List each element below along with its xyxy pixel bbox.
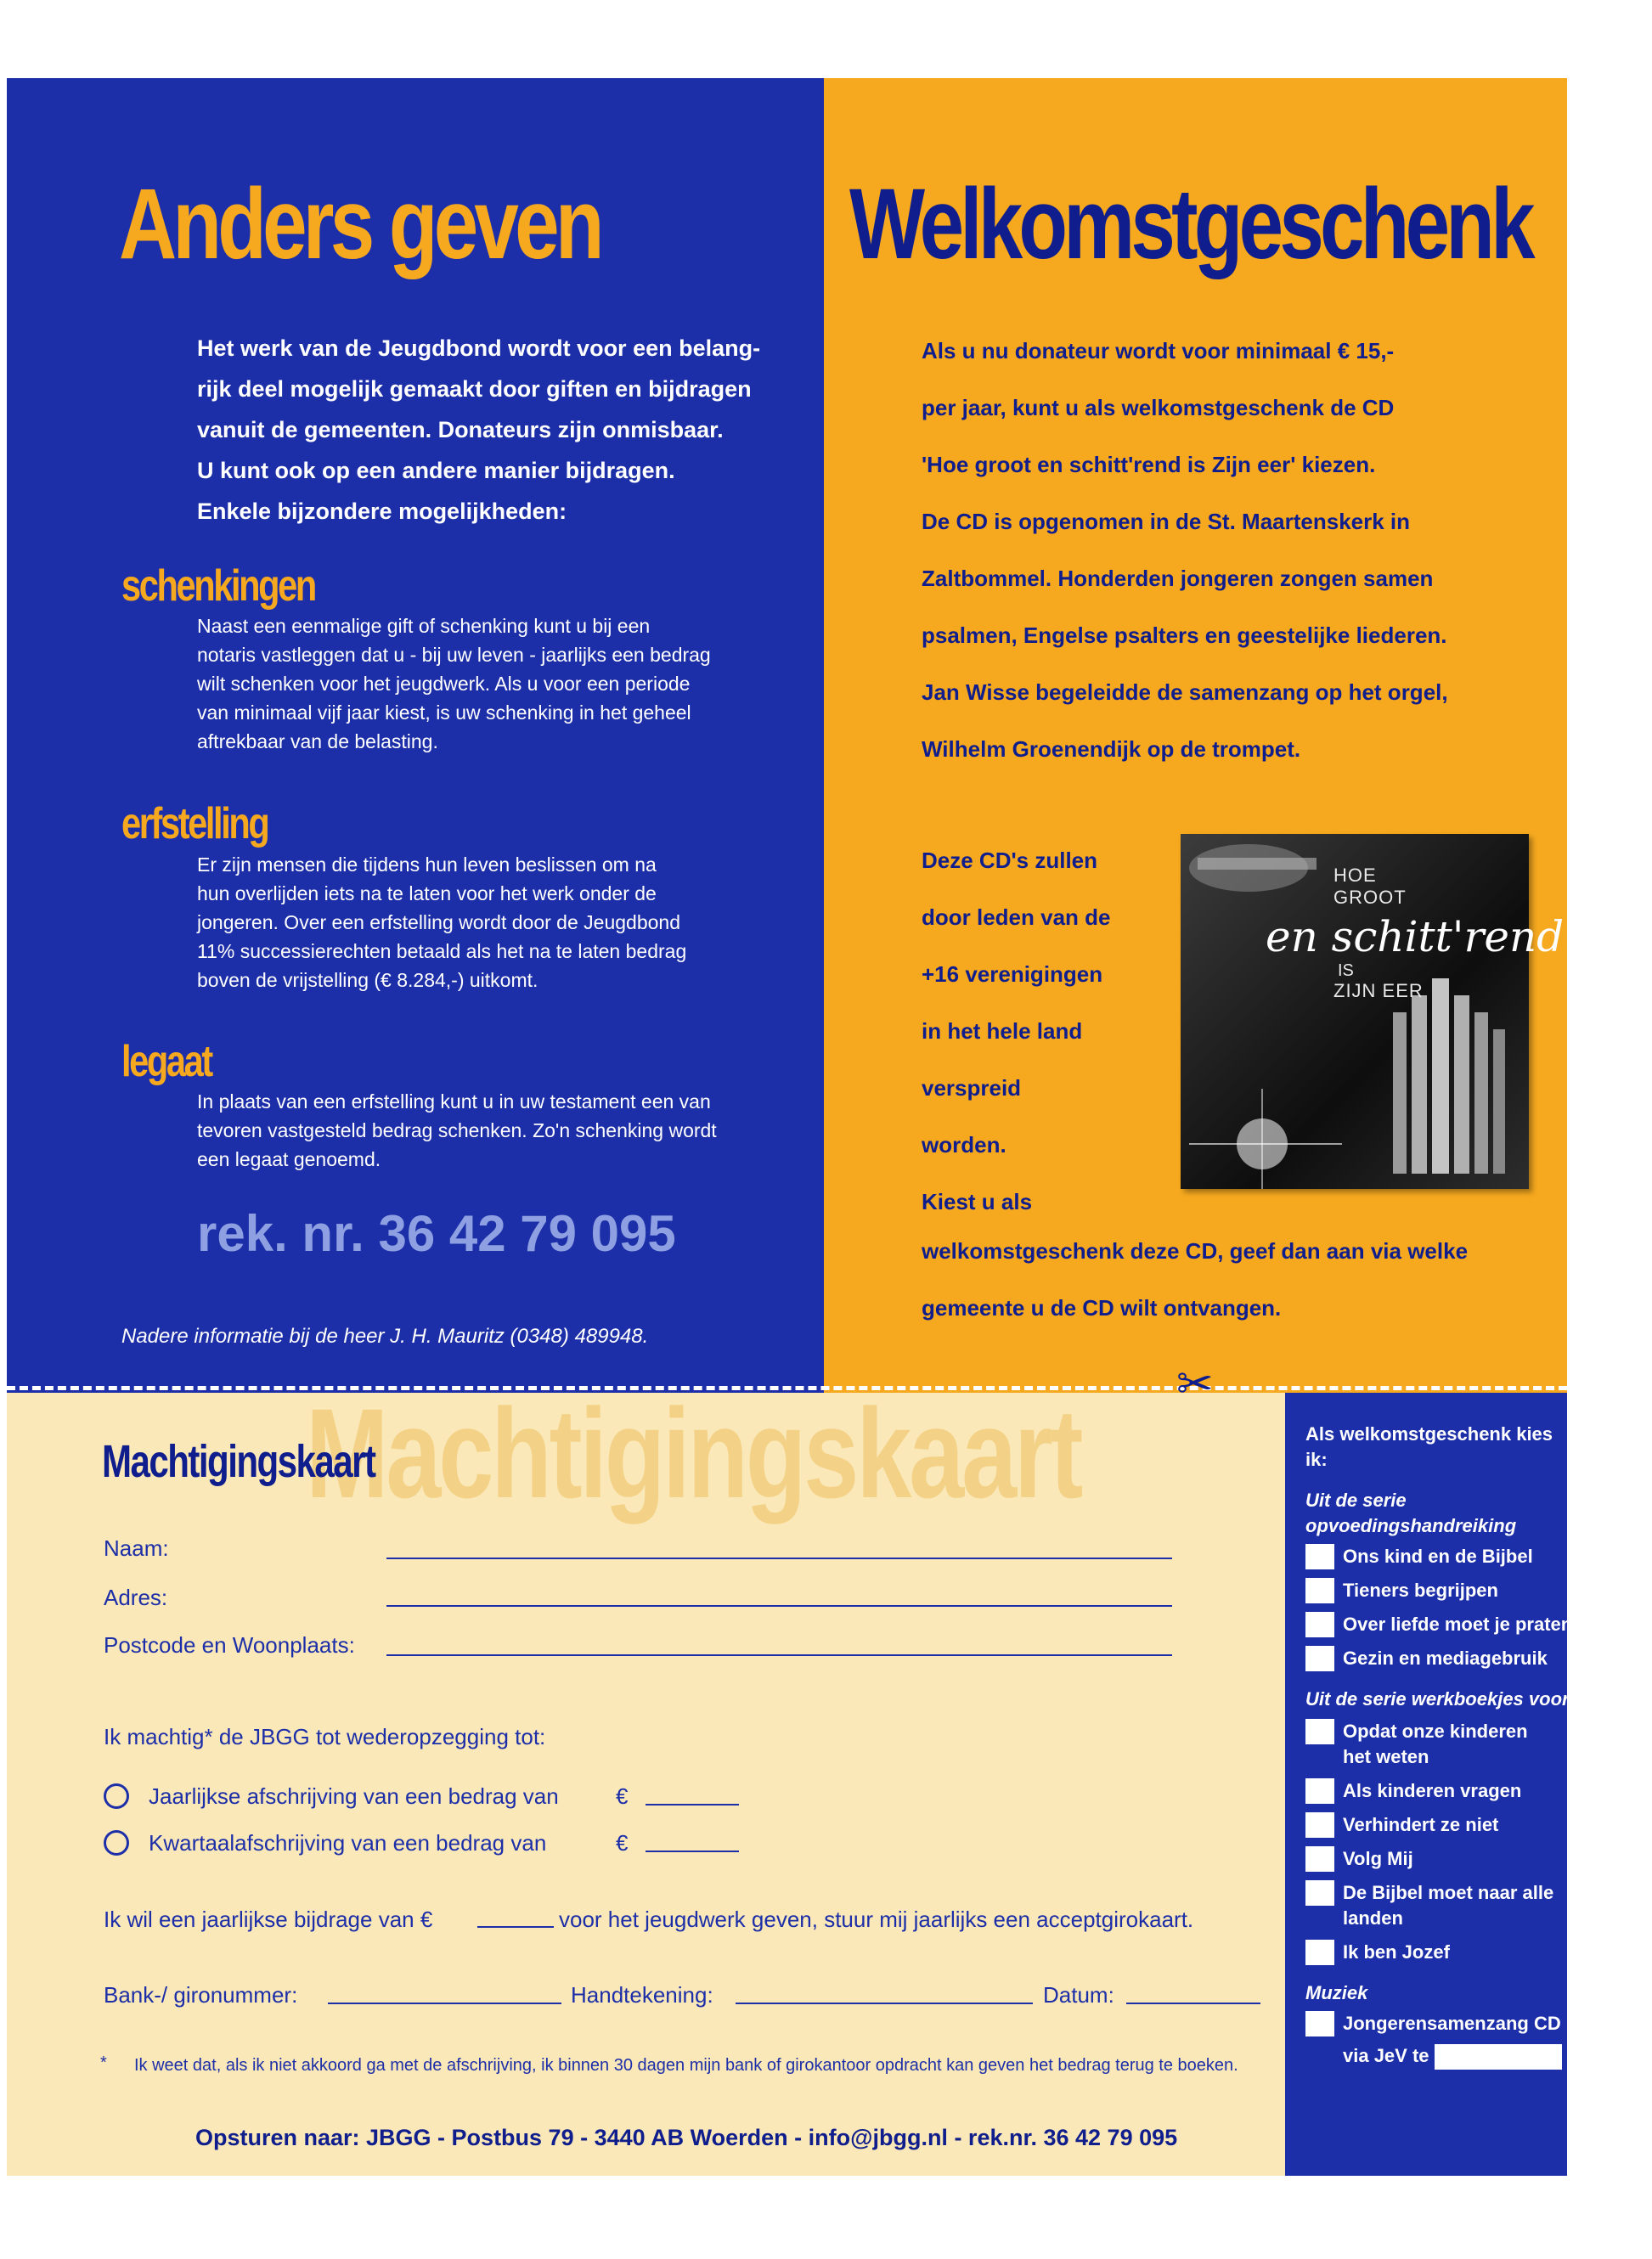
checkbox[interactable] [1305,1719,1334,1744]
text-schenkingen: Naast een eenmalige gift of schenking kunt u bij een notaris vastleggen dat u - bij uw leven - jaarlijks een bedrag wilt schenken voor het jeugdwerk. Als u voor een periode van minimaal vijf jaar kiest, is uw schenking in het geheel aftrekbaar van de belasting. [197,615,711,752]
bank-label: Bank-/ gironummer: [104,1982,298,2008]
choice-item[interactable]: Gezin en mediagebruik [1305,1646,1560,1671]
postcode-label: Postcode en Woonplaats: [104,1632,355,1658]
contact-info: Nadere informatie bij de heer J. H. Mauritz (0348) 489948. [121,1325,649,1348]
date-label: Datum: [1043,1982,1114,2008]
checkbox[interactable] [1305,1940,1334,1965]
series-werkboekjes: Uit de serie werkboekjes voor kinderen [1305,1688,1652,1710]
choice-item[interactable]: Ons kind en de Bijbel [1305,1544,1560,1569]
option-kwartaal-label: Kwartaalafschrijving van een bedrag van [149,1830,547,1856]
checkbox[interactable] [1305,2011,1334,2036]
contribution-text-pre: Ik wil een jaarlijkse bijdrage van € [104,1907,433,1932]
send-address: Opsturen naar: JBGG - Postbus 79 - 3440 AB Woerden - info@jbgg.nl - rek.nr. 36 42 79 095 [195,2125,1178,2150]
choice-item[interactable]: Jongerensamenzang CD [1305,2011,1560,2036]
anders-geven-title: Anders geven [119,168,600,280]
heading-legaat: legaat [121,1037,211,1086]
date-field[interactable] [1126,2003,1260,2004]
cd-title-hoe: HOE [1333,865,1377,886]
mandate-text: Ik machtig* de JBGG tot wederopzegging tot: [104,1724,546,1749]
form-watermark: Machtigingskaart [306,1382,1081,1524]
choice-item[interactable]: Tieners begrijpen [1305,1578,1560,1603]
cd-distribution-text: Deze CD's zullen door leden van de +16 verenigingen in het hele land verspreid worden. Kiest u als [922,848,1111,1214]
postcode-field[interactable] [386,1654,1172,1656]
naam-label: Naam: [104,1535,169,1561]
heading-erfstelling: erfstelling [121,799,268,848]
signature-field[interactable] [736,2003,1033,2004]
account-number: rek. nr. 36 42 79 095 [197,1205,676,1262]
intro-paragraph: Het werk van de Jeugdbond wordt voor een belang- rijk deel mogelijk gemaakt door giften en bijdragen vanuit de gemeenten. Donateurs zijn onmisbaar. U kunt ook op een andere manier bijdragen. Enkele bijzondere mogelijkheden: [197,335,761,524]
choice-item[interactable]: Ik ben Jozef [1305,1940,1560,1965]
euro-sign: € [616,1783,629,1809]
choice-item[interactable]: Als kinderen vragen [1305,1778,1560,1804]
form-title: Machtigingskaart [102,1436,375,1487]
choice-item[interactable]: Verhindert ze niet [1305,1812,1560,1838]
gift-description: Als u nu donateur wordt voor minimaal € 15,- per jaar, kunt u als welkomstgeschenk de CD 'Hoe groot en schitt'rend is Zijn eer' kiezen. De CD is opgenomen in de St. Maartenskerk in Zaltbommel. Honderden jongeren zongen samen psalmen, Engelse psalters en geestelijke liederen. Jan Wisse begeleidde de samenzang op het orgel, Wilhelm Groenendijk op de trompet. [922,338,1448,762]
cd-title-script: en schitt'rend [1266,912,1565,961]
choice-item[interactable]: Over liefde moet je praten [1305,1612,1560,1637]
option-jaarlijks-label: Jaarlijkse afschrijving van een bedrag van [149,1783,559,1809]
bank-field[interactable] [328,2003,561,2004]
choice-item[interactable]: De Bijbel moet naar alle landen [1305,1880,1560,1931]
checkbox[interactable] [1305,1612,1334,1637]
checkbox[interactable] [1305,1812,1334,1838]
kwartaal-amount-field[interactable] [646,1851,739,1852]
welkomstgeschenk-title: Welkomstgeschenk [849,168,1531,280]
checkbox[interactable] [1305,1646,1334,1671]
jaarlijks-amount-field[interactable] [646,1804,739,1806]
footnote: Ik weet dat, als ik niet akkoord ga met de afschrijving, ik binnen 30 dagen mijn bank of girokantoor opdracht kan geven het bedrag terug te boeken. [134,2056,1238,2075]
checkbox[interactable] [1305,1544,1334,1569]
euro-sign: € [616,1830,629,1856]
cd-title-groot: GROOT [1333,887,1407,908]
choice-item[interactable]: Volg Mij [1305,1846,1560,1872]
checkbox[interactable] [1305,1880,1334,1906]
cd-closing-text: welkomstgeschenk deze CD, geef dan aan via welke gemeente u de CD wilt ontvangen. [922,1238,1469,1321]
adres-field[interactable] [386,1605,1172,1607]
text-erfstelling: Er zijn mensen die tijdens hun leven beslissen om na hun overlijden iets na te laten voor het werk onder de jongeren. Over een erfstelling wordt door de Jeugdbond 11% successierechten betaald als het na te laten bedrag boven de vrijstelling (€ 8.284,-) uitkomt. [197,853,687,991]
text-legaat: In plaats van een erfstelling kunt u in uw testament een van tevoren vastgesteld bedrag schenken. Zo'n schenking wordt een legaat genoemd. [197,1090,717,1170]
checkbox[interactable] [1305,1778,1334,1804]
naam-field[interactable] [386,1558,1172,1559]
radio-kwartaal[interactable] [104,1830,129,1856]
cd-cover-image [1181,834,1565,1189]
series-muziek: Muziek [1305,1982,1368,2003]
gift-choice-heading: Als welkomstgeschenk kies ik: [1305,1423,1553,1470]
cd-title-is: IS [1338,961,1354,980]
gift-choice-list [1305,1422,1652,2070]
heading-schenkingen: schenkingen [121,561,315,611]
radio-jaarlijks[interactable] [104,1783,129,1809]
signature-label: Handtekening: [571,1982,713,2008]
contribution-text-post: voor het jeugdwerk geven, stuur mij jaarlijks een acceptgirokaart. [559,1907,1194,1932]
choice-item[interactable]: Opdat onze kinderen het weten [1305,1719,1560,1770]
scissors-icon: ✂ [1176,1360,1214,1409]
series-opvoeding: Uit de serie opvoedingshandreiking [1305,1490,1517,1536]
cd-title-zijn-eer: ZIJN EER [1333,980,1424,1001]
contribution-amount-field[interactable] [477,1926,554,1928]
checkbox[interactable] [1305,1846,1334,1872]
footnote-star: * [100,2053,107,2072]
adres-label: Adres: [104,1585,168,1610]
jev-location-field[interactable] [1435,2044,1562,2070]
via-jev-row: via JeV te [1305,2043,1560,2070]
checkbox[interactable] [1305,1578,1334,1603]
